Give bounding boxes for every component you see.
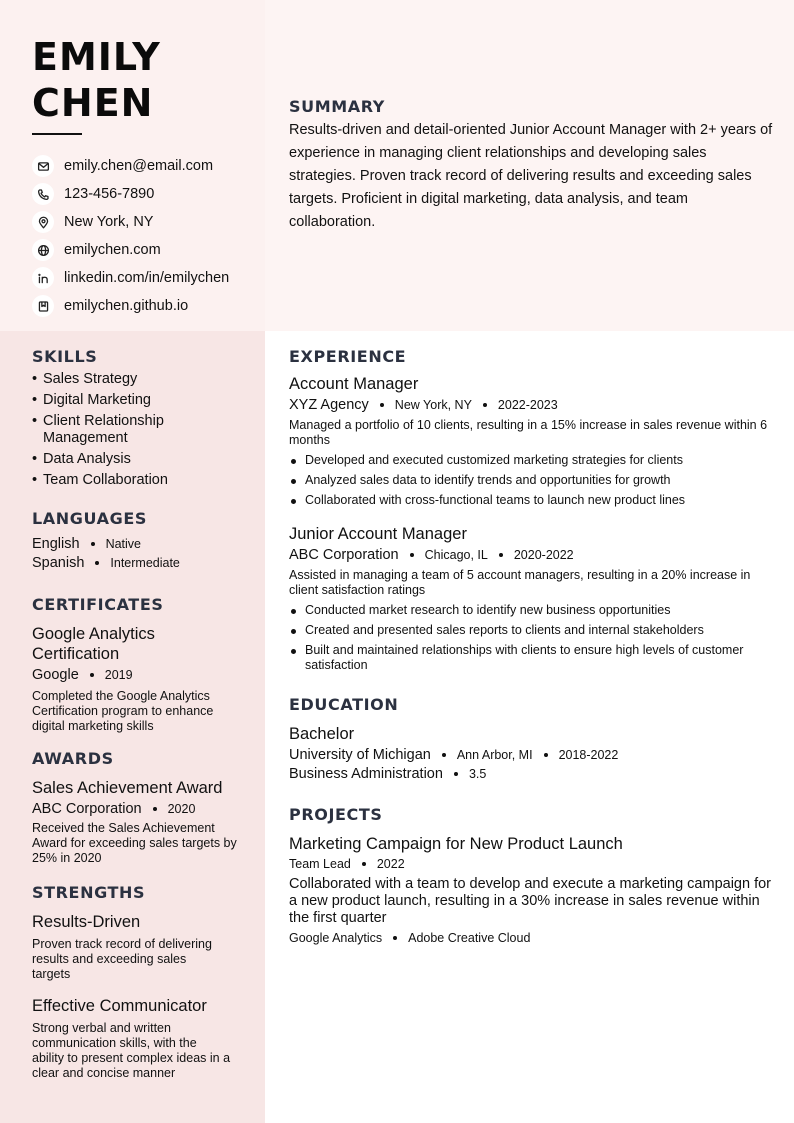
contact-linkedin[interactable] bbox=[32, 264, 229, 292]
contact-phone-text: 123-456-7890 bbox=[64, 186, 155, 202]
summary-section bbox=[289, 97, 774, 234]
job-summary: Assisted in managing a team of 5 account managers, resulting in a 20% increase in client satisfaction ratings bbox=[289, 568, 751, 597]
summary-text: Results-driven and detail-oriented Junior Account Manager with 2+ years of experience in managing client relationships and developing sales strategies. Proven track record of delivering results and exceeding sales targets. Proficient in digital marketing, data analysis, and team collaboration. bbox=[289, 122, 773, 230]
experience-title: EXPERIENCE bbox=[289, 347, 407, 366]
candidate-name bbox=[32, 34, 161, 126]
job-title: Account Manager bbox=[289, 375, 419, 393]
project-name: Marketing Campaign for New Product Launch bbox=[289, 835, 623, 853]
contact-location bbox=[32, 208, 229, 236]
phone-icon bbox=[32, 183, 54, 205]
job-bullet: Conducted market research to identify new business opportunities bbox=[289, 603, 774, 618]
globe-icon bbox=[32, 239, 54, 261]
education-section bbox=[289, 695, 774, 782]
strength-name: Effective Communicator bbox=[32, 997, 207, 1015]
certificates-section bbox=[32, 595, 242, 734]
education-title: EDUCATION bbox=[289, 695, 399, 714]
summary-title: SUMMARY bbox=[289, 97, 385, 116]
name-divider bbox=[32, 133, 82, 135]
job-bullet: Developed and executed customized marketing strategies for clients bbox=[289, 453, 774, 468]
contact-list bbox=[32, 152, 229, 320]
award-meta: ABC Corporation 2020 bbox=[32, 801, 196, 817]
job-summary: Managed a portfolio of 10 clients, resulting in a 15% increase in sales revenue within 6 months bbox=[289, 418, 768, 447]
last-name: CHEN bbox=[32, 81, 154, 125]
skills-section bbox=[32, 347, 242, 489]
contact-website[interactable] bbox=[32, 236, 229, 264]
strength-description: Strong verbal and written communication skills, with the ability to present complex ideas in a clear and concise manner bbox=[32, 1021, 231, 1080]
linkedin-icon bbox=[32, 267, 54, 289]
first-name: EMILY bbox=[32, 35, 161, 79]
languages-title: LANGUAGES bbox=[32, 509, 147, 528]
project-description: Collaborated with a team to develop and execute a marketing campaign for a new product launch, resulting in a 30% increase in sales revenue within the first quarter bbox=[289, 876, 772, 926]
job-title: Junior Account Manager bbox=[289, 525, 467, 543]
experience-item bbox=[289, 374, 774, 508]
job-meta: ABC Corporation Chicago, IL 2020-2022 bbox=[289, 547, 574, 563]
certificate-meta: Google 2019 bbox=[32, 667, 133, 683]
awards-section bbox=[32, 749, 242, 866]
experience-item bbox=[289, 524, 774, 673]
job-bullet: Collaborated with cross-functional teams to launch new product lines bbox=[289, 493, 774, 508]
strength-name: Results-Driven bbox=[32, 913, 141, 931]
location-icon bbox=[32, 211, 54, 233]
skill-item: • Client Relationship Management bbox=[32, 413, 164, 446]
projects-title: PROJECTS bbox=[289, 805, 383, 824]
language-item: English Native bbox=[32, 536, 141, 552]
experience-section bbox=[289, 347, 774, 673]
contact-portfolio-text: emilychen.github.io bbox=[64, 298, 189, 314]
job-bullet: Built and maintained relationships with clients to ensure high levels of customer satisfaction bbox=[289, 643, 774, 673]
award-description: Received the Sales Achievement Award for exceeding sales targets by 25% in 2020 bbox=[32, 821, 237, 865]
education-field: Business Administration 3.5 bbox=[289, 766, 487, 782]
strength-description: Proven track record of delivering results and exceeding sales targets bbox=[32, 937, 212, 981]
project-meta: Team Lead 2022 bbox=[289, 857, 405, 871]
skills-title: SKILLS bbox=[32, 347, 98, 366]
certificate-description: Completed the Google Analytics Certification program to enhance digital marketing skills bbox=[32, 689, 214, 733]
contact-portfolio[interactable] bbox=[32, 292, 229, 320]
contact-location-text: New York, NY bbox=[64, 214, 154, 230]
contact-website-text: emilychen.com bbox=[64, 242, 161, 258]
awards-title: AWARDS bbox=[32, 749, 114, 768]
contact-email[interactable] bbox=[32, 152, 229, 180]
job-meta: XYZ Agency New York, NY 2022-2023 bbox=[289, 397, 558, 413]
contact-linkedin-text: linkedin.com/in/emilychen bbox=[64, 270, 230, 286]
projects-section bbox=[289, 805, 774, 945]
skill-item: • Digital Marketing bbox=[32, 392, 151, 408]
project-tools: Google Analytics Adobe Creative Cloud bbox=[289, 931, 531, 945]
skill-item: • Sales Strategy bbox=[32, 371, 138, 387]
job-bullet: Analyzed sales data to identify trends and opportunities for growth bbox=[289, 473, 774, 488]
contact-phone[interactable] bbox=[32, 180, 229, 208]
certificates-title: CERTIFICATES bbox=[32, 595, 164, 614]
mail-icon bbox=[32, 155, 54, 177]
strengths-title: STRENGTHS bbox=[32, 883, 146, 902]
certificate-name: Google Analytics Certification bbox=[32, 625, 155, 663]
bookmark-icon bbox=[32, 295, 54, 317]
strengths-section bbox=[32, 883, 242, 1081]
award-name: Sales Achievement Award bbox=[32, 779, 223, 797]
job-bullet: Created and presented sales reports to clients and internal stakeholders bbox=[289, 623, 774, 638]
languages-section bbox=[32, 509, 242, 571]
education-meta: University of Michigan Ann Arbor, MI 2018-2022 bbox=[289, 747, 619, 763]
contact-email-text: emily.chen@email.com bbox=[64, 158, 214, 174]
degree: Bachelor bbox=[289, 725, 355, 743]
skill-item: • Data Analysis bbox=[32, 451, 131, 467]
skill-item: • Team Collaboration bbox=[32, 472, 168, 488]
language-item: Spanish Intermediate bbox=[32, 555, 180, 571]
